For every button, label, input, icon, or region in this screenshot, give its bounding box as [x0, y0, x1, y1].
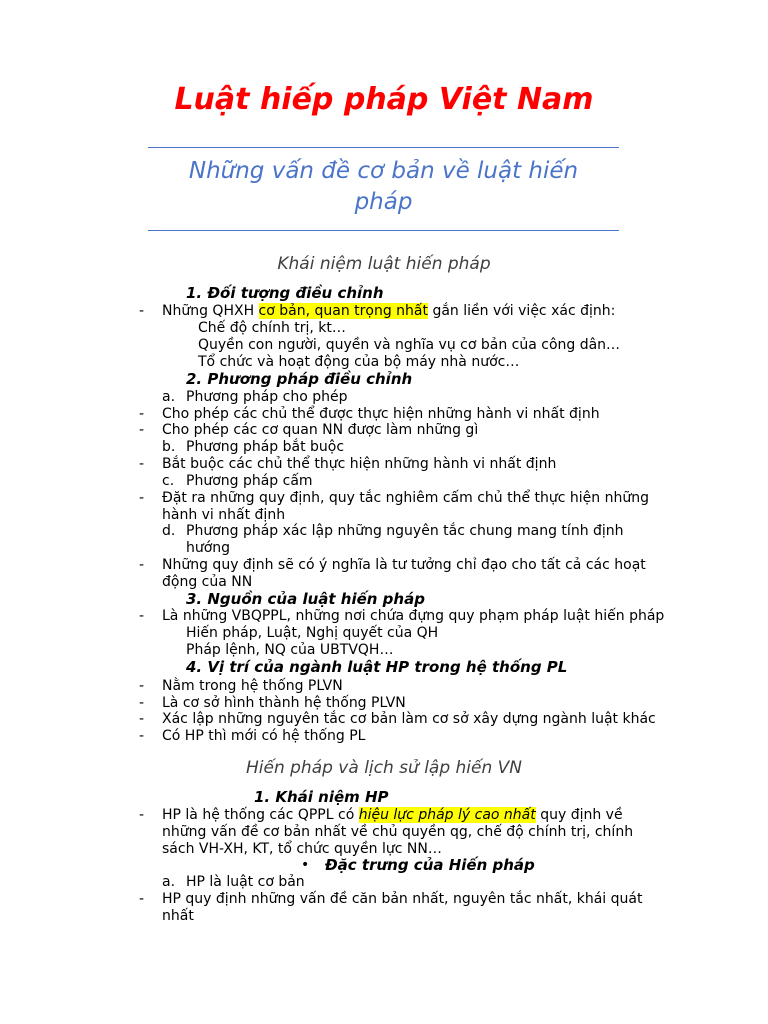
- sub-item: Quyền con người, quyền và nghĩa vụ cơ bản của công dân…: [198, 337, 621, 353]
- sub-item: Pháp lệnh, NQ của UBTVQH…: [186, 642, 394, 658]
- list-item: Là những VBQPPL, những nơi chứa đựng quy phạm pháp luật hiến pháp: [162, 608, 665, 624]
- list-item-continued: động của NN: [162, 574, 253, 590]
- list-dash: -: [139, 695, 145, 711]
- list-dash: -: [139, 891, 145, 907]
- heading-vi-tri: 4. Vị trí của ngành luật HP trong hệ thống PL: [186, 658, 568, 676]
- document-title: Luật hiếp pháp Việt Nam: [174, 82, 594, 117]
- list-letter: b.: [162, 439, 176, 455]
- list-dash: -: [139, 807, 145, 823]
- list-item: Phương pháp xác lập những nguyên tắc chung mang tính định: [186, 523, 624, 539]
- highlighted-text: cơ bản, quan trọng nhất: [258, 303, 428, 319]
- list-item: Phương pháp cho phép: [186, 389, 348, 405]
- list-item-continued: sách VH-XH, KT, tổ chức quyền lực NN…: [162, 841, 442, 857]
- list-dash: -: [139, 728, 145, 744]
- text-span: Những QHXH: [162, 303, 259, 319]
- subtitle-line-1: Những vấn đề cơ bản về luật hiến: [188, 158, 579, 184]
- list-item-continued: hướng: [186, 540, 231, 556]
- list-item: Là cơ sở hình thành hệ thống PLVN: [162, 695, 406, 711]
- list-dash: -: [139, 711, 145, 727]
- list-item: Xác lập những nguyên tắc cơ bản làm cơ sở xây dựng ngành luật khác: [162, 711, 656, 727]
- list-item: Cho phép các cơ quan NN được làm những gì: [162, 422, 479, 438]
- text-span: quy định về: [535, 807, 623, 823]
- list-letter: d.: [162, 523, 176, 539]
- list-dash: -: [139, 422, 145, 438]
- list-item-continued: nhất: [162, 908, 194, 924]
- section-heading-1: Khái niệm luật hiến pháp: [277, 254, 491, 274]
- text-span: HP là hệ thống các QPPL có: [162, 807, 359, 823]
- heading-doi-tuong: 1. Đối tượng điều chỉnh: [186, 284, 384, 302]
- title-rule-top: [148, 147, 619, 148]
- list-item: Những quy định sẽ có ý nghĩa là tư tưởng chỉ đạo cho tất cả các hoạt: [162, 557, 646, 573]
- title-rule-bottom: [148, 230, 619, 231]
- list-dash: -: [139, 303, 145, 319]
- list-dash: -: [139, 608, 145, 624]
- subtitle-line-2: pháp: [354, 189, 413, 215]
- list-dash: -: [139, 490, 145, 506]
- list-item: [162, 807, 623, 824]
- list-letter: a.: [162, 389, 176, 405]
- list-item: Cho phép các chủ thể được thực hiện những hành vi nhất định: [162, 406, 600, 422]
- bullet-icon: •: [301, 857, 310, 873]
- list-item: HP quy định những vấn đề căn bản nhất, nguyên tắc nhất, khái quát: [162, 891, 643, 907]
- section-heading-2: Hiến pháp và lịch sử lập hiến VN: [245, 758, 523, 778]
- list-item: Phương pháp bắt buộc: [186, 439, 345, 455]
- text-span: gắn liền với việc xác định:: [428, 303, 616, 319]
- heading-nguon: 3. Nguồn của luật hiến pháp: [186, 590, 425, 608]
- sub-item: Chế độ chính trị, kt…: [198, 320, 346, 336]
- list-dash: -: [139, 406, 145, 422]
- list-dash: -: [139, 557, 145, 573]
- list-item: Phương pháp cấm: [186, 473, 313, 489]
- sub-item: Tổ chức và hoạt động của bộ máy nhà nước…: [198, 354, 520, 370]
- list-dash: -: [139, 456, 145, 472]
- sub-item: Hiến pháp, Luật, Nghị quyết của QH: [186, 625, 439, 641]
- list-item-continued: hành vi nhất định: [162, 507, 286, 523]
- list-item-continued: những vấn đề cơ bản nhất về chủ quyền qg, chế độ chính trị, chính: [162, 824, 634, 840]
- heading-dac-trung: Đặc trưng của Hiến pháp: [325, 856, 535, 874]
- list-item: Bắt buộc các chủ thể thực hiện những hành vi nhất định: [162, 456, 557, 472]
- document-subtitle: [148, 156, 619, 218]
- list-dash: -: [139, 678, 145, 694]
- list-item: Có HP thì mới có hệ thống PL: [162, 728, 366, 744]
- list-letter: a.: [162, 874, 176, 890]
- heading-phuong-phap: 2. Phương pháp điều chỉnh: [186, 370, 413, 388]
- list-item: Nằm trong hệ thống PLVN: [162, 678, 343, 694]
- list-letter: c.: [162, 473, 175, 489]
- list-item: Đặt ra những quy định, quy tắc nghiêm cấm chủ thể thực hiện những: [162, 490, 649, 506]
- list-item: HP là luật cơ bản: [186, 874, 305, 890]
- highlighted-text: hiệu lực pháp lý cao nhất: [358, 807, 536, 823]
- heading-khai-niem-hp: 1. Khái niệm HP: [254, 788, 389, 806]
- list-item: [162, 303, 615, 320]
